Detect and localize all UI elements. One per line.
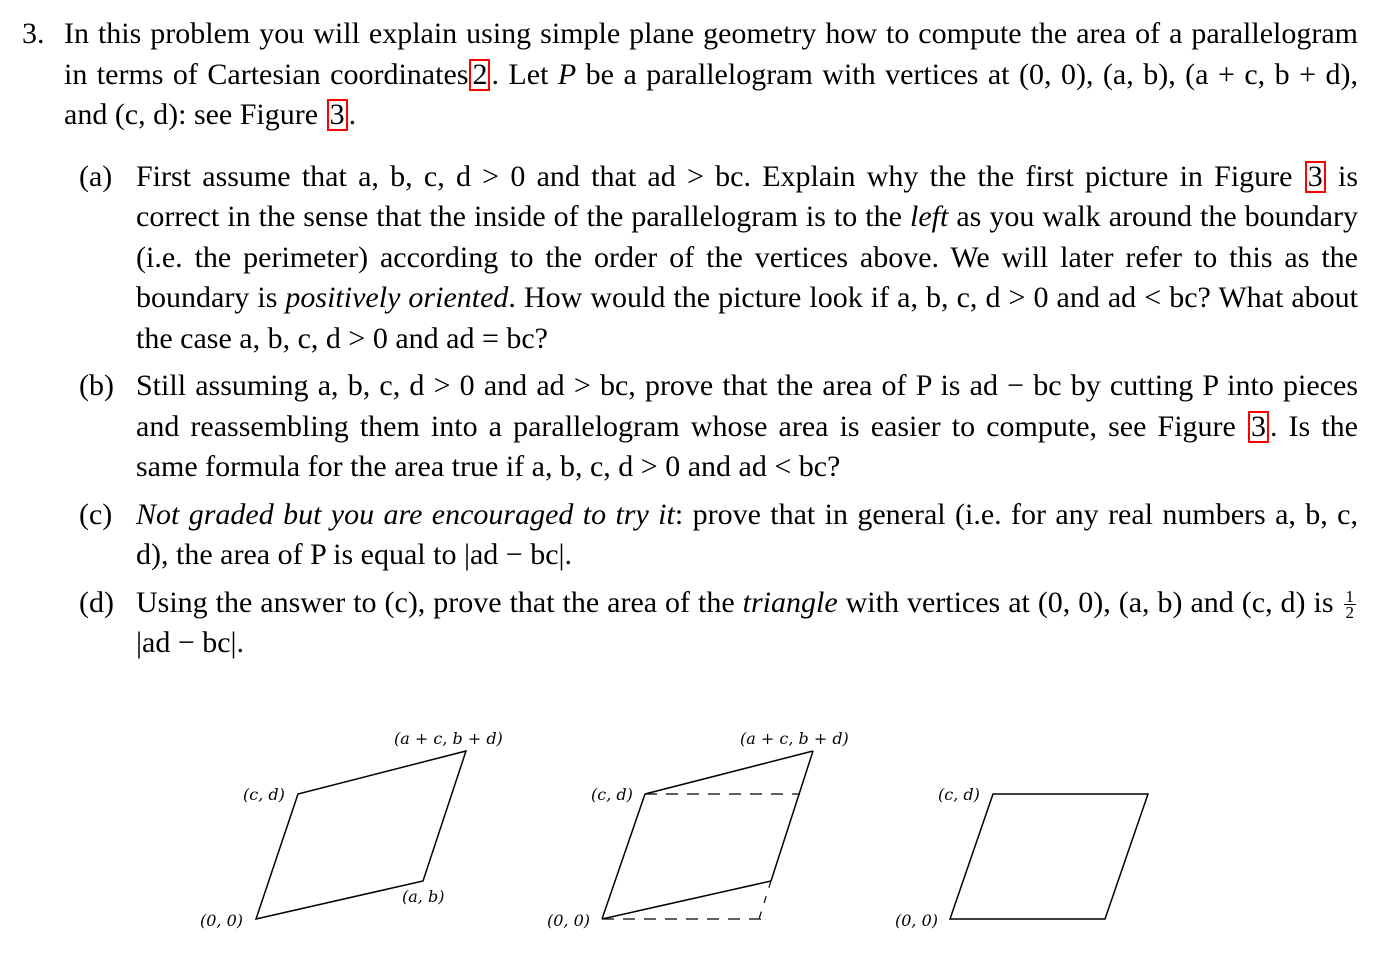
figure-panel-3 <box>895 785 1148 930</box>
label-a-b: (a, b) <box>402 887 445 906</box>
top-edge <box>645 751 813 794</box>
label-origin: (0, 0) <box>200 911 244 930</box>
figure-panel-1 <box>200 729 503 930</box>
label-c-d: (c, d) <box>591 785 633 804</box>
left-edge <box>602 794 645 919</box>
part-d-label: (d) <box>79 585 114 619</box>
figure-ref-link[interactable]: 3 <box>1305 161 1326 193</box>
problem-number: 3. <box>22 17 45 50</box>
part-a: (a) First assume that a, b, c, d > 0 and that ad > bc. Explain why the the first picture in Figure 3 is correct in the sense that the inside of the parallelogram is to the left as you walk around the boundary (i.e. the perimeter) according to the order of the vertices above. We will later refer to this as the boundary is positively oriented. How would the picture look if a, b, c, d > 0 and ad < bc? What about the case a, b, c, d > 0 and ad = bc? <box>79 157 1358 360</box>
footnote-ref-link[interactable]: 2 <box>469 59 490 91</box>
part-a-label: (a) <box>79 159 113 193</box>
right-edge <box>771 751 813 881</box>
part-b-label: (b) <box>79 369 114 402</box>
part-c-label: (c) <box>79 497 113 531</box>
bottom-edge <box>602 881 771 919</box>
part-d: (d) Using the answer to (c), prove that the area of the triangle with vertices at (0, 0), (a, b) and (c, d) is $\frac{1}{2}$ |ad − bc|. <box>79 583 1358 664</box>
figure-panel-2 <box>547 729 849 930</box>
problem-intro: In this problem you will explain using simple plane geometry how to compute the area of a parallelogram in terms of Cartesian coordinates 2 . Let P be a parallelogram with vertices at (0, 0), (a, b), (a + c, b + d), and (c, d): see Figure 3 . <box>64 17 1358 131</box>
label-origin: (0, 0) <box>547 911 591 930</box>
label-a-plus-c-b-plus-d: (a + c, b + d) <box>740 729 849 748</box>
problem-3 <box>22 14 1358 671</box>
label-c-d: (c, d) <box>243 785 285 804</box>
figure-ref-link[interactable]: 3 <box>327 99 348 131</box>
figure-ref-link[interactable]: 3 <box>1248 411 1269 443</box>
label-a-plus-c-b-plus-d: (a + c, b + d) <box>394 729 503 748</box>
part-b: (b) Still assuming a, b, c, d > 0 and ad > bc, prove that the area of P is ad − bc by cutting P into pieces and reassembling them into a parallelogram whose area is easier to compute, see Figure 3 . Is the same formula for the area true if a, b, c, d > 0 and ad < bc? <box>79 366 1358 488</box>
fraction-one-half: $\frac{1}{2}$ <box>1345 586 1355 622</box>
figure-3 <box>0 700 1396 956</box>
label-origin: (0, 0) <box>895 911 939 930</box>
cut-line-right <box>759 881 771 919</box>
problem-parts <box>79 157 1358 664</box>
parallelogram-outline <box>950 794 1148 919</box>
part-c: (c) Not graded but you are encouraged to try it: prove that in general (i.e. for any real numbers a, b, c, d), the area of P is equal to |ad − bc|. <box>79 495 1358 576</box>
label-c-d: (c, d) <box>938 785 980 804</box>
